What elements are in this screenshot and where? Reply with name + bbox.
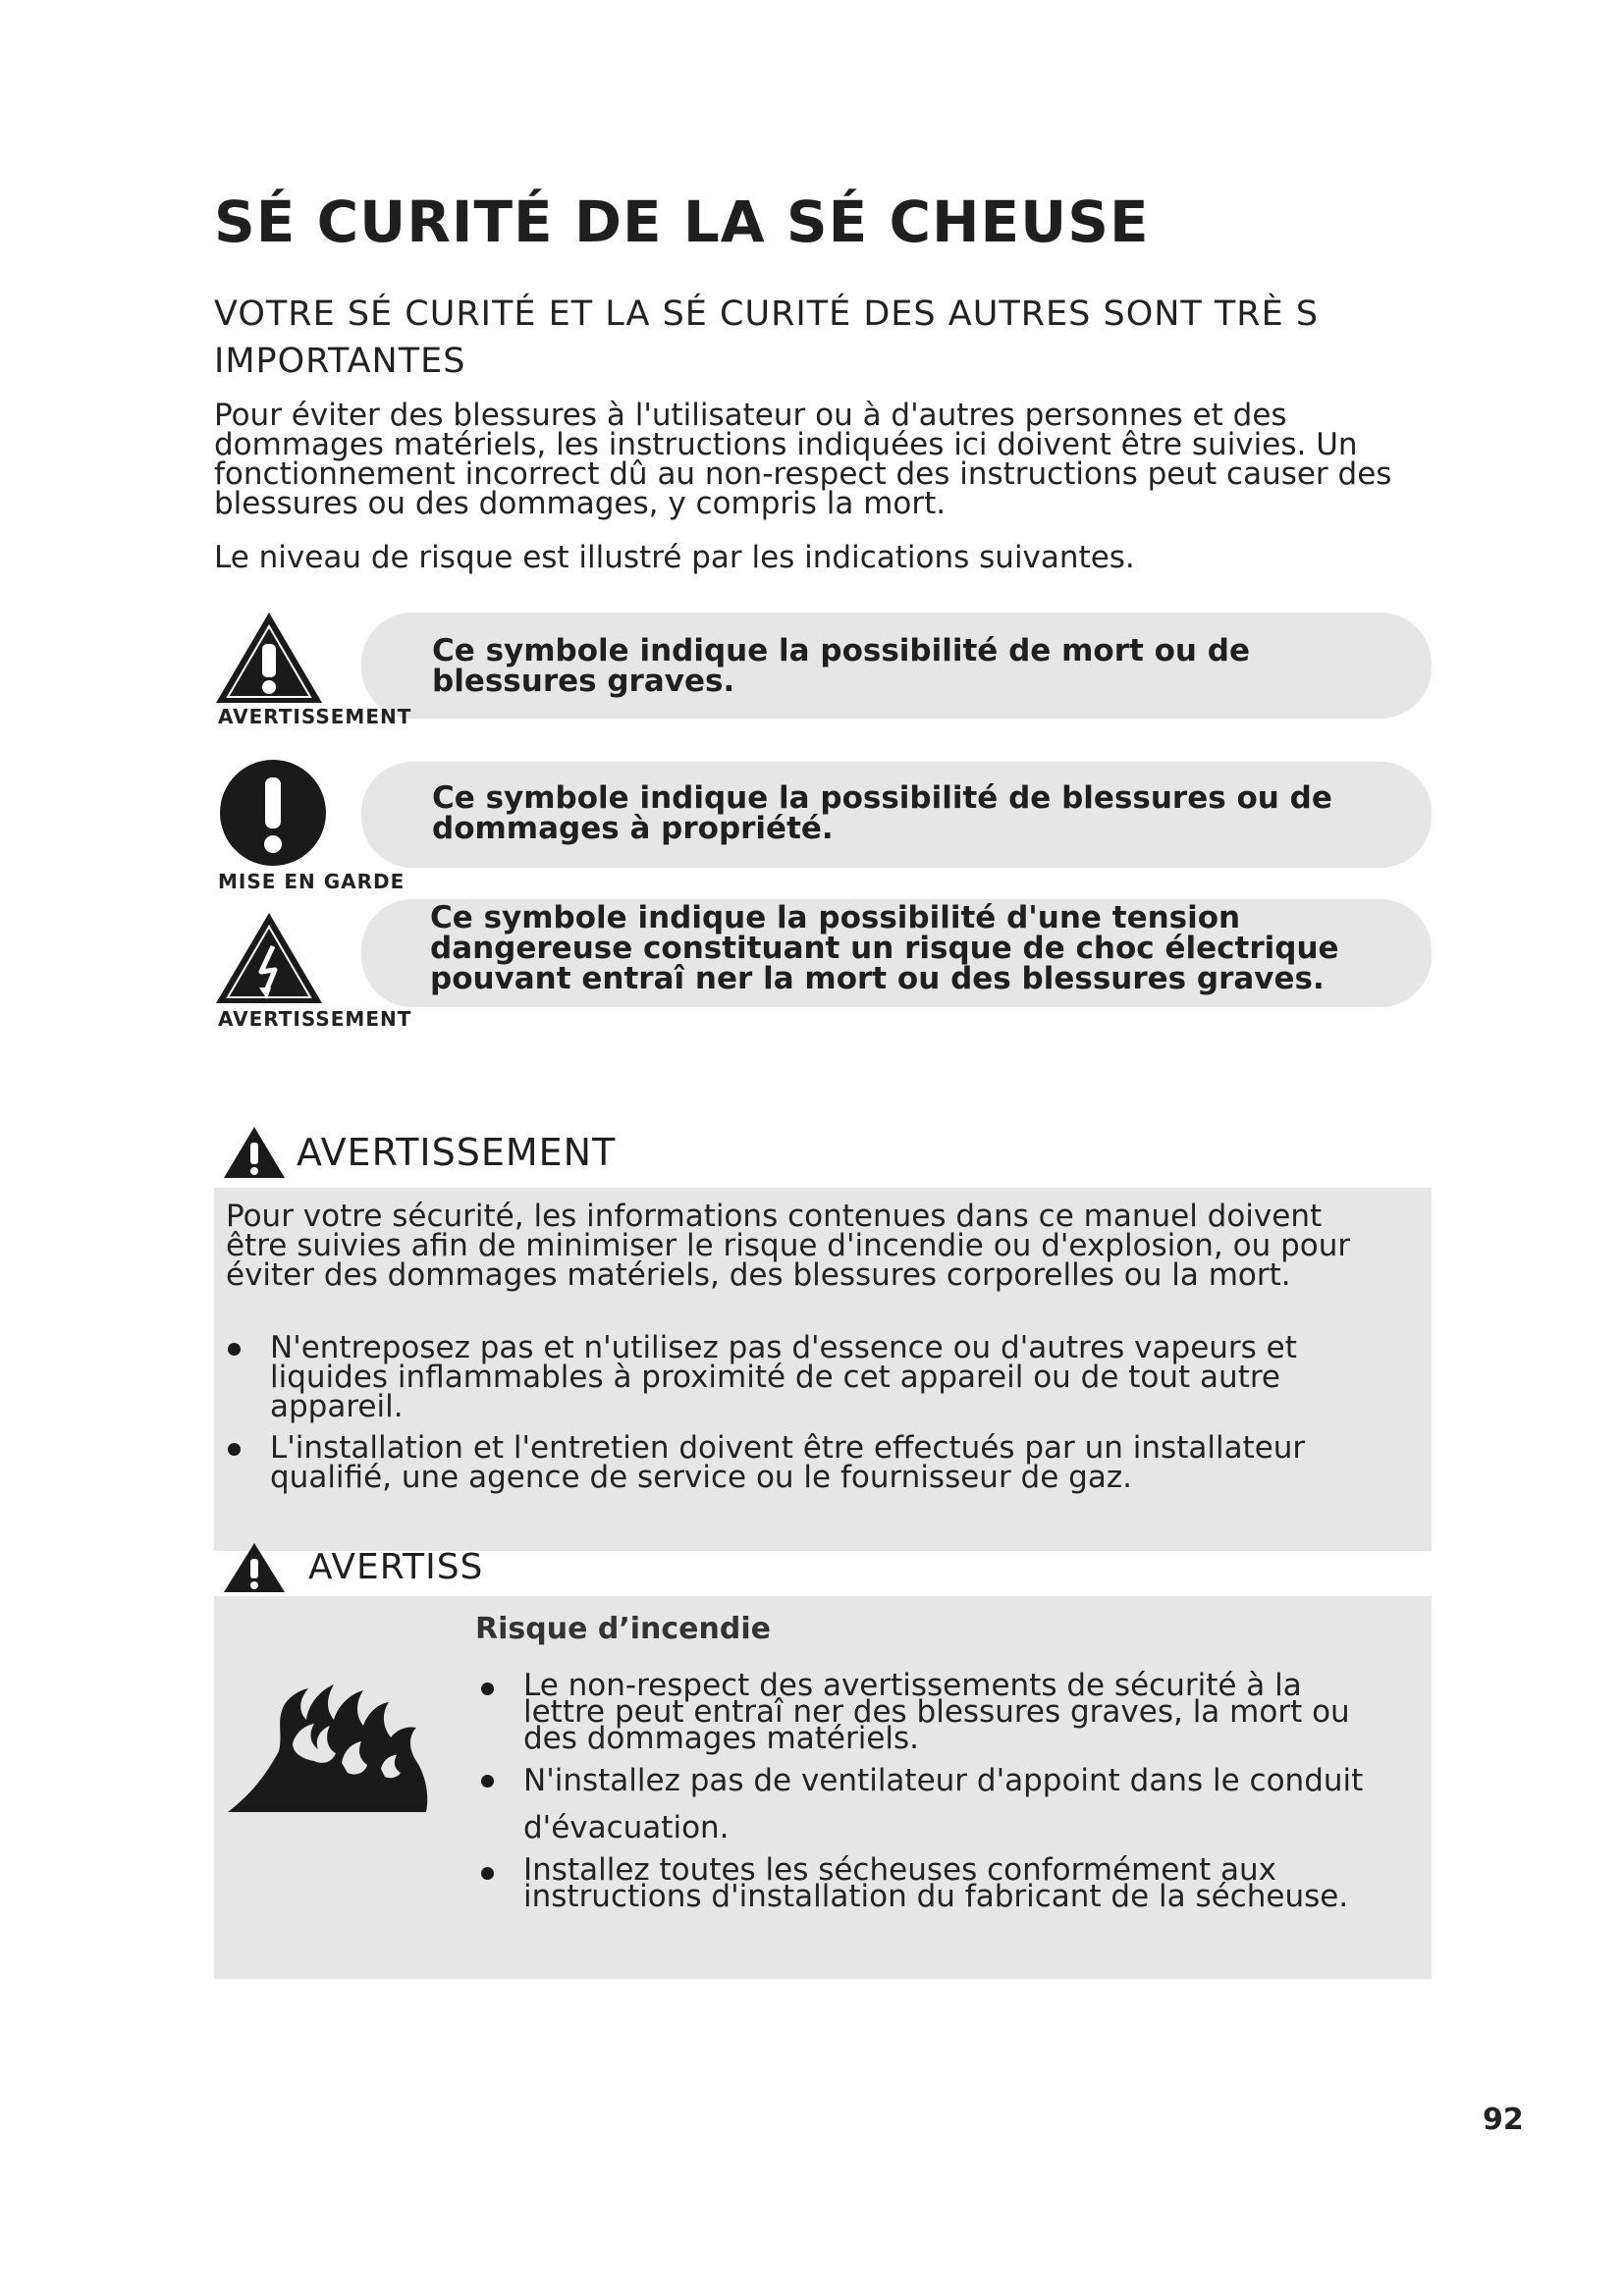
symbol-description: Ce symbole indique la possibilité de mort ou de blessures graves. [432,633,1250,699]
symbol-caption: AVERTISSEMENT [218,1007,412,1031]
list-item [481,1668,1384,1756]
fire-warning-label: AVERTISS [308,1546,484,1587]
risk-level-note: Le niveau de risque est illustré par les indications suivantes. [214,540,1135,575]
symbol-description-box [361,613,1432,719]
symbol-description-box [361,762,1432,868]
page-number: 92 [1483,2103,1524,2137]
bullet-icon [481,1775,494,1788]
fire-warning-heading [222,1539,483,1594]
bullet-icon [481,1682,494,1695]
symbol-description-box [361,899,1432,1007]
list-item [481,1765,1434,1851]
symbol-row-electric [214,899,1432,1037]
symbol-row-caution [214,756,1432,893]
bullet-icon [228,1343,241,1356]
bullet-icon [228,1443,241,1456]
caution-circle-icon [218,758,328,868]
fire-warning-panel [214,1596,1432,1979]
list-item-text: N'installez pas de ventilateur d'appoint dans le conduit d'évacuation. [523,1763,1364,1845]
warning-label: AVERTISSEMENT [297,1131,617,1174]
list-item [228,1430,1327,1495]
page-title: SÉ CURITÉ DE LA SÉ CHEUSE [214,188,1150,255]
bullet-icon [481,1867,494,1880]
warning-panel [214,1188,1432,1551]
symbol-description: Ce symbole indique la possibilité d'une tension dangereuse constituant un risque de choc électrique pouvant entraî ner la mort ou des blessures graves. [430,900,1339,996]
warning-triangle-icon [222,1539,287,1594]
symbol-description: Ce symbole indique la possibilité de blessures ou de dommages à propriété. [432,780,1332,846]
list-item [481,1852,1365,1914]
list-item-text: N'entreposez pas et n'utilisez pas d'essence ou d'autres vapeurs et liquides inflammables à proximité de cet appareil ou de tout autre appareil. [270,1330,1297,1424]
symbol-row-warning [214,607,1432,728]
warning-triangle-icon [214,611,324,705]
warning-heading [222,1125,616,1180]
warning-paragraph: Pour votre sécurité, les informations contenues dans ce manuel doivent être suivies afin de minimiser le risque d'incendie ou d'explosion, ou pour éviter des dommages matériels, des blessures corporelles ou la mort. [226,1199,1351,1293]
symbol-caption: MISE EN GARDE [218,870,406,893]
list-item-text: Le non-respect des avertissements de sécurité à la lettre peut entraî ner des blessures graves, la mort ou des dommages matériels. [523,1668,1350,1756]
intro-paragraph: Pour éviter des blessures à l'utilisateur ou à d'autres personnes et des dommages matériels, les instructions indiquées ici doivent être suivies. Un fonctionnement incorrect dû au non-respect des instructions peut causer des blessures ou des dommages, y compris la mort. [214,398,1392,521]
warning-triangle-icon [222,1125,287,1180]
symbol-caption: AVERTISSEMENT [218,705,412,728]
subtitle: VOTRE SÉ CURITÉ ET LA SÉ CURITÉ DES AUTRES SONT TRÈ S IMPORTANTES [214,294,1320,381]
electric-shock-icon [214,911,324,1005]
list-item-text: Installez toutes les sécheuses conformément aux instructions d'installation du fabricant de la sécheuse. [523,1852,1349,1914]
list-item [228,1330,1386,1424]
fire-risk-heading: Risque d’incendie [475,1612,771,1646]
list-item-text: L'installation et l'entretien doivent être effectués par un installateur qualifié, une agence de service ou le fournisseur de gaz. [270,1430,1306,1495]
fire-icon [224,1675,434,1816]
